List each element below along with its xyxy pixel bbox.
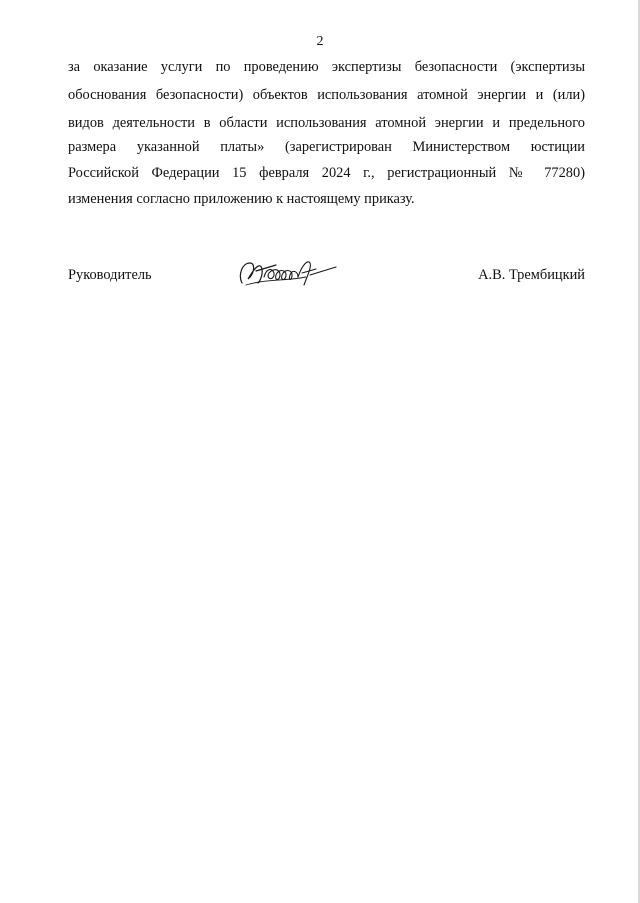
signatory-title: Руководитель [68,267,152,283]
body-text-line: Российской Федерации 15 февраля 2024 г., регистрационный № 77280) [68,165,585,181]
page-number: 2 [316,34,324,49]
body-text-line: за оказание услуги по проведению экспертизы безопасности (экспертизы [68,59,585,75]
body-text-line: обоснования безопасности) объектов использования атомной энергии и (или) [68,87,585,103]
body-text-line: видов деятельности в области использования атомной энергии и предельного [68,115,585,131]
body-text-line: размера указанной платы» (зарегистрирован Министерством юстиции [68,139,585,155]
handwritten-signature [236,255,346,295]
signatory-name: А.В. Трембицкий [478,267,585,283]
signature-block [68,262,585,292]
body-text-line: изменения согласно приложению к настоящему приказу. [68,191,415,207]
